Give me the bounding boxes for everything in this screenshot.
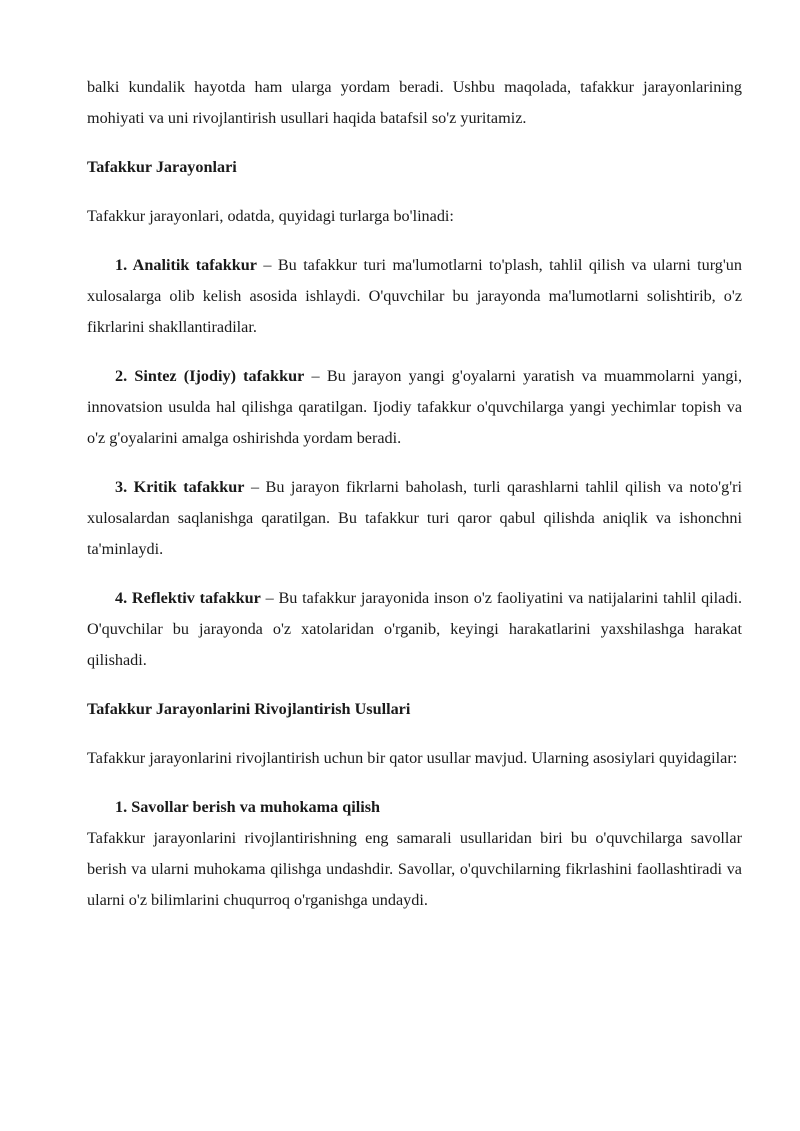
list-item-sintez [87,361,742,454]
list-item-kritik [87,472,742,565]
term-reflektiv: 4. Reflektiv tafakkur [115,589,261,607]
section-heading-rivojlantirish-usullari: Tafakkur Jarayonlarini Rivojlantirish Usullari [87,700,411,718]
list-item-reflektiv [87,583,742,676]
method1-paragraph: Tafakkur jarayonlarini rivojlantirishning eng samarali usullaridan biri bu o'quvchilarga savollar berish va ularni muhokama qilishga undashdir. Savollar, o'quvchilarning fikrlashini faollashtiradi va ularni o'z bilimlarini chuqurroq o'rganishga undaydi. [87,829,742,909]
intro-continuation-paragraph: balki kundalik hayotda ham ularga yordam beradi. Ushbu maqolada, tafakkur jarayonlarining mohiyati va uni rivojlantirish usullari haqida batafsil so'z yuritamiz. [87,78,742,127]
section-heading-tafakkur-jarayonlari: Tafakkur Jarayonlari [87,158,237,176]
term-kritik: 3. Kritik tafakkur [115,478,245,496]
document-page [87,72,742,916]
desc-kritik: – Bu jarayon fikrlarni baholash, turli qarashlarni tahlil qilish va noto'g'ri xulosalardan saqlanishga qaratilgan. Bu tafakkur turi qaror qabul qilishda aniqlik va ishonchni ta'minlaydi. [87,478,743,558]
desc-analitik: – Bu tafakkur turi ma'lumotlarni to'plash, tahlil qilish va ularni turg'un xulosalarga olib kelish asosida ishlaydi. O'quvchilar bu jarayonda ma'lumotlarni solishtirib, o'z fikrlarini shakllantiradilar. [87,256,742,336]
desc-sintez: – Bu jarayon yangi g'oyalarni yaratish va muammolarni yangi, innovatsion usulda hal qilishga qaratilgan. Ijodiy tafakkur o'quvchilarga yangi yechimlar topish va o'z g'oyalarini amalga oshirishda yordam beradi. [87,367,742,447]
list-item-analitik [87,250,742,343]
desc-reflektiv: – Bu tafakkur jarayonida inson o'z faoliyatini va natijalarini tahlil qiladi. O'quvchilar bu jarayonda o'z xatolaridan o'rganib, keyingi harakatlarini yaxshilashga harakat qilishadi. [87,589,742,669]
section1-lead-paragraph: Tafakkur jarayonlari, odatda, quyidagi turlarga bo'linadi: [87,207,454,225]
term-sintez: 2. Sintez (Ijodiy) tafakkur [115,367,305,385]
method1-title: 1. Savollar berish va muhokama qilish [115,798,381,816]
section2-lead-paragraph: Tafakkur jarayonlarini rivojlantirish uchun bir qator usullar mavjud. Ularning asosiylari quyidagilar: [87,749,738,767]
term-analitik: 1. Analitik tafakkur [115,256,257,274]
